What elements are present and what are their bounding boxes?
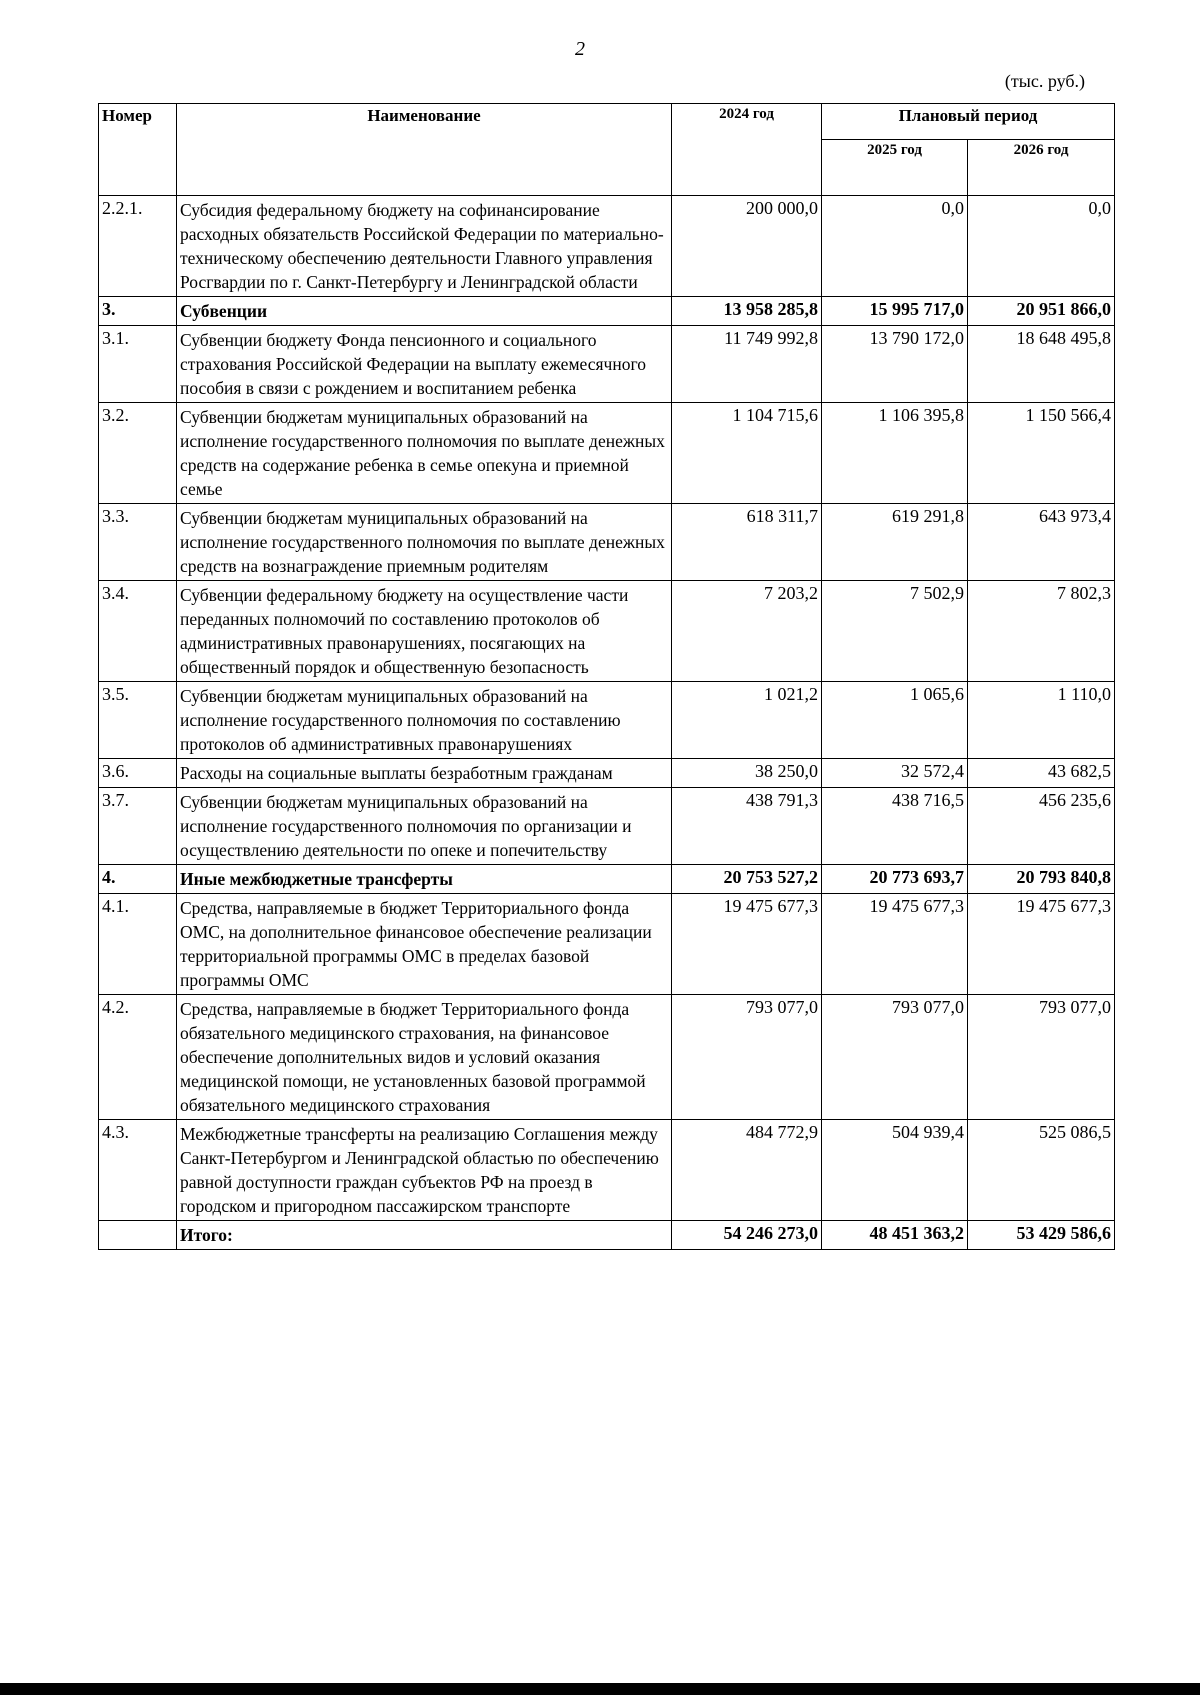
row-number: 4.2.: [99, 995, 177, 1120]
value-2026: 525 086,5: [968, 1120, 1115, 1221]
value-2026: 7 802,3: [968, 581, 1115, 682]
row-name: Субвенции федеральному бюджету на осуществление части переданных полномочий по составлению протоколов об административных правонарушениях, посягающих на общественный порядок и общественную безопасность: [177, 581, 672, 682]
table-row: [99, 894, 1115, 995]
header-2024: 2024 год: [672, 104, 822, 196]
value-2025: 19 475 677,3: [822, 894, 968, 995]
header-number: Номер: [99, 104, 177, 196]
row-number: 4.3.: [99, 1120, 177, 1221]
value-2025: 32 572,4: [822, 759, 968, 788]
row-name: Субвенции бюджетам муниципальных образований на исполнение государственного полномочия по выплате денежных средств на вознаграждение приемным родителям: [177, 504, 672, 581]
row-name: Иные межбюджетные трансферты: [177, 865, 672, 894]
row-name: Расходы на социальные выплаты безработным гражданам: [177, 759, 672, 788]
value-2025: 1 106 395,8: [822, 403, 968, 504]
table-row: [99, 788, 1115, 865]
value-2026: 19 475 677,3: [968, 894, 1115, 995]
value-2024: 38 250,0: [672, 759, 822, 788]
value-2026: 20 793 840,8: [968, 865, 1115, 894]
value-2024: 19 475 677,3: [672, 894, 822, 995]
table-row: [99, 581, 1115, 682]
row-name: Субвенции бюджету Фонда пенсионного и социального страхования Российской Федерации на выплату ежемесячного пособия в связи с рождением и воспитанием ребенка: [177, 326, 672, 403]
table-row: [99, 865, 1115, 894]
budget-table: [98, 103, 1115, 1250]
table-body: [99, 196, 1115, 1250]
row-number: 3.7.: [99, 788, 177, 865]
value-2026: 1 110,0: [968, 682, 1115, 759]
table-row: [99, 759, 1115, 788]
value-2025: 504 939,4: [822, 1120, 968, 1221]
value-2024: 438 791,3: [672, 788, 822, 865]
header-planned-period: Плановый период: [822, 104, 1115, 140]
row-number: 2.2.1.: [99, 196, 177, 297]
value-2024: 793 077,0: [672, 995, 822, 1120]
row-number: 3.6.: [99, 759, 177, 788]
header-2026: 2026 год: [968, 140, 1115, 196]
value-2025: 1 065,6: [822, 682, 968, 759]
row-number: 3.: [99, 297, 177, 326]
value-2025: 793 077,0: [822, 995, 968, 1120]
value-2026: 20 951 866,0: [968, 297, 1115, 326]
row-number: 3.1.: [99, 326, 177, 403]
value-2024: 1 021,2: [672, 682, 822, 759]
row-number: 3.5.: [99, 682, 177, 759]
value-2026: 43 682,5: [968, 759, 1115, 788]
value-2025: 48 451 363,2: [822, 1221, 968, 1250]
units-label: (тыс. руб.): [1004, 71, 1085, 91]
scan-edge: [0, 1683, 1200, 1695]
value-2024: 618 311,7: [672, 504, 822, 581]
value-2024: 1 104 715,6: [672, 403, 822, 504]
value-2026: 1 150 566,4: [968, 403, 1115, 504]
value-2025: 20 773 693,7: [822, 865, 968, 894]
row-name: Итого:: [177, 1221, 672, 1250]
row-name: Субсидия федеральному бюджету на софинансирование расходных обязательств Российской Федерации по материально-техническому обеспечению деятельности Главного управления Росгвардии по г. Санкт-Петербургу и Ленинградской области: [177, 196, 672, 297]
value-2026: 18 648 495,8: [968, 326, 1115, 403]
row-name: Средства, направляемые в бюджет Территориального фонда обязательного медицинского страхования, на финансовое обеспечение дополнительных видов и условий оказания медицинской помощи, не установленных базовой программой обязательного медицинского страхования: [177, 995, 672, 1120]
row-number: 3.2.: [99, 403, 177, 504]
header-name: Наименование: [177, 104, 672, 196]
value-2024: 20 753 527,2: [672, 865, 822, 894]
value-2025: 13 790 172,0: [822, 326, 968, 403]
value-2024: 484 772,9: [672, 1120, 822, 1221]
row-name: Средства, направляемые в бюджет Территориального фонда ОМС, на дополнительное финансовое обеспечение реализации территориальной программы ОМС в пределах базовой программы ОМС: [177, 894, 672, 995]
row-name: Межбюджетные трансферты на реализацию Соглашения между Санкт-Петербургом и Ленинградской областью по обеспечению равной доступности граждан субъектов РФ на проезд в городском и пригородном пассажирском транспорте: [177, 1120, 672, 1221]
value-2026: 53 429 586,6: [968, 1221, 1115, 1250]
row-name: Субвенции бюджетам муниципальных образований на исполнение государственного полномочия по составлению протоколов об административных правонарушениях: [177, 682, 672, 759]
value-2025: 619 291,8: [822, 504, 968, 581]
value-2024: 11 749 992,8: [672, 326, 822, 403]
table-row: [99, 995, 1115, 1120]
value-2026: 456 235,6: [968, 788, 1115, 865]
page-number: 2: [575, 38, 585, 60]
value-2024: 7 203,2: [672, 581, 822, 682]
header-2025: 2025 год: [822, 140, 968, 196]
value-2024: 200 000,0: [672, 196, 822, 297]
table-row: [99, 403, 1115, 504]
value-2024: 54 246 273,0: [672, 1221, 822, 1250]
table-row: [99, 297, 1115, 326]
value-2026: 793 077,0: [968, 995, 1115, 1120]
value-2025: 15 995 717,0: [822, 297, 968, 326]
table-row: [99, 326, 1115, 403]
table-row: [99, 1221, 1115, 1250]
value-2024: 13 958 285,8: [672, 297, 822, 326]
table-row: [99, 196, 1115, 297]
row-number: [99, 1221, 177, 1250]
row-name: Субвенции бюджетам муниципальных образований на исполнение государственного полномочия по выплате денежных средств на содержание ребенка в семье опекуна и приемной семье: [177, 403, 672, 504]
value-2025: 7 502,9: [822, 581, 968, 682]
value-2026: 643 973,4: [968, 504, 1115, 581]
row-number: 4.1.: [99, 894, 177, 995]
row-number: 3.4.: [99, 581, 177, 682]
value-2025: 438 716,5: [822, 788, 968, 865]
row-name: Субвенции бюджетам муниципальных образований на исполнение государственного полномочия по организации и осуществлению деятельности по опеке и попечительству: [177, 788, 672, 865]
table-row: [99, 682, 1115, 759]
value-2026: 0,0: [968, 196, 1115, 297]
row-number: 3.3.: [99, 504, 177, 581]
table-row: [99, 504, 1115, 581]
row-number: 4.: [99, 865, 177, 894]
value-2025: 0,0: [822, 196, 968, 297]
table-row: [99, 1120, 1115, 1221]
row-name: Субвенции: [177, 297, 672, 326]
